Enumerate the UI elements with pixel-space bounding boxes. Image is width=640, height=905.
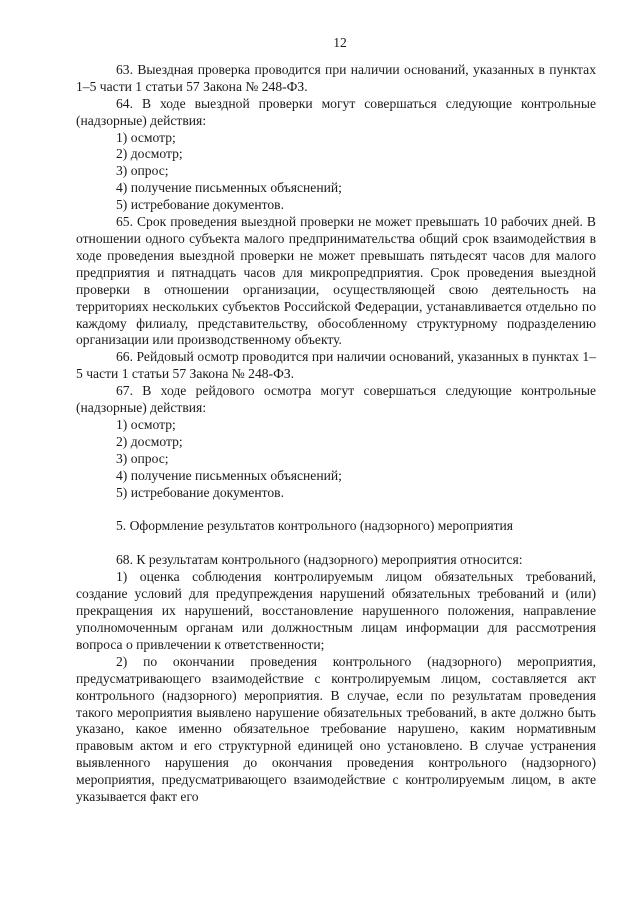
- paragraph-64: 64. В ходе выездной проверки могут совершаться следующие контрольные (надзорные) действия:: [76, 95, 596, 128]
- section-heading: 5. Оформление результатов контрольного (надзорного) мероприятия: [116, 518, 514, 534]
- list-item: 2) досмотр;: [116, 146, 183, 162]
- list-item: 2) досмотр;: [116, 433, 183, 449]
- list-item: 5) истребование документов.: [116, 197, 284, 213]
- paragraph-68-item-1: 1) оценка соблюдения контролируемым лицом обязательных требований, создание условий для предупреждения нарушений обязательных требований и (или) прекращения их нарушений, восстановление нарушенного положения, направление уполномоченным органам или должностным лицам информации для рассмотрения вопроса о привлечении к ответственности;: [76, 569, 596, 652]
- paragraph-63: 63. Выездная проверка проводится при наличии оснований, указанных в пунктах 1–5 части 1 статьи 57 Закона № 248-ФЗ.: [76, 61, 596, 94]
- paragraph-67: 67. В ходе рейдового осмотра могут совершаться следующие контрольные (надзорные) действия:: [76, 383, 596, 416]
- list-item: 5) истребование документов.: [116, 484, 284, 500]
- list-item: 1) осмотр;: [116, 129, 176, 145]
- paragraph-68: 68. К результатам контрольного (надзорного) мероприятия относится:: [116, 552, 523, 568]
- list-item: 3) опрос;: [116, 163, 169, 179]
- paragraph-66: 66. Рейдовый осмотр проводится при наличии оснований, указанных в пунктах 1–5 части 1 статьи 57 Закона № 248-ФЗ.: [76, 349, 596, 382]
- list-item: 1) осмотр;: [116, 416, 176, 432]
- paragraph-65: 65. Срок проведения выездной проверки не может превышать 10 рабочих дней. В отношении одного субъекта малого предпринимательства общий срок взаимодействия в ходе проведения выездной проверки не может превышать пятьдесят часов для малого предприятия и пятнадцать часов для микропредприятия. Срок проведения выездной проверки в отношении организации, осуществляющей свою деятельность на территориях нескольких субъектов Российской Федерации, устанавливается отдельно по каждому филиалу, представительству, обособленному структурному подразделению организации или производственному объекту.: [76, 214, 596, 348]
- list-item: 3) опрос;: [116, 450, 169, 466]
- list-item: 4) получение письменных объяснений;: [116, 180, 342, 196]
- page-number: 12: [333, 35, 347, 50]
- paragraph-68-item-2: 2) по окончании проведения контрольного (надзорного) мероприятия, предусматривающего взаимодействие с контролируемым лицом, составляется акт контрольного (надзорного) мероприятия. В случае, если по результатам проведения такого мероприятия выявлено нарушение обязательных требований, в акте должно быть указано, какое именно обязательное требование нарушено, каким нормативным правовым актом и его структурной единицей оно установлено. В случае устранения выявленного нарушения до окончания проведения контрольного (надзорного) мероприятия, предусматривающего взаимодействие с контролируемым лицом, в акте указывается факт его: [76, 653, 596, 805]
- list-item: 4) получение письменных объяснений;: [116, 467, 342, 483]
